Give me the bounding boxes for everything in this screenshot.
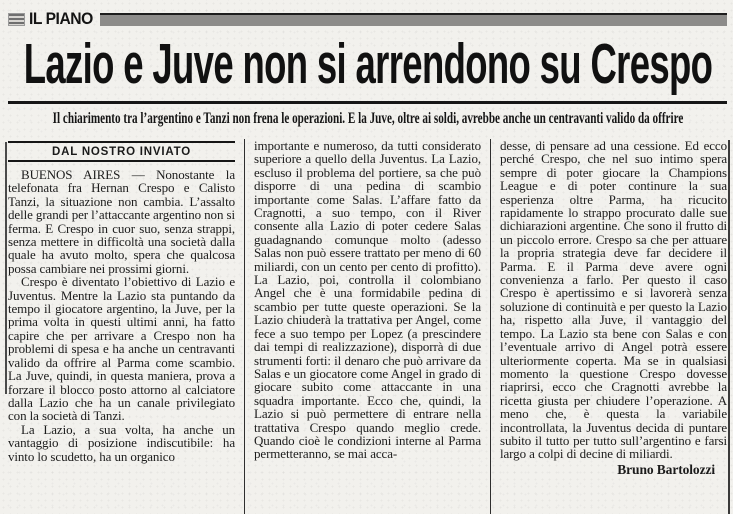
body-paragraph: Crespo è diventato l’obiettivo di Lazio e Juventus. Mentre la Lazio sta puntando da tempo il giocatore argentino, la Juve, per la prima volta in questi ultimi anni, ha fatto capire che per arrivare a Crespo non ha problemi di spesa e ha anche un centravanti valido da offrire al Parma come scambio. La Juve, quindi, in questa maniera, prova a forzare il blocco posto attorno al calciatore dalla Lazio che ha un canale privilegiato con la società di Tanzi. — [8, 274, 235, 424]
stripes-icon — [8, 13, 25, 26]
byline-label: DAL NOSTRO INVIATO — [52, 146, 191, 158]
body-paragraph: importante e numeroso, da tutti considerato superiore a quello della Juventus. La Lazio, escluso il problema del portiere, sa che può disporre di una pedina di scambio importante come Salas. L’affare fatto da Cragnotti, a suo tempo, con il River consente alla Lazio di poter cedere Salas guadagnando comunque molto (adesso Salas non può essere trattato per meno di 60 miliardi, con un cento per cento di profitto). La Lazio, poi, controlla il colombiano Angel che è una formidabile pedina di scambio per tutte queste operazioni. Se la Lazio chiuderà la trattativa per Angel, come fece a suo tempo per Lopez (a prescindere dai tempi di realizzazione), disporrà di due strumenti forti: il denaro che può arrivare da Salas e un giocatore come Angel in grado di giocare subito come attaccante in una squadra importante. Ecco che, quindi, la Lazio si può permettere di entrare nella trattativa Crespo quando meglio crede. Quando cioè le condizioni interne al Parma permetteranno, se mai acca- — [254, 138, 481, 462]
column-divider — [244, 139, 245, 514]
column-1 — [8, 139, 235, 514]
body-paragraph: La Lazio, a sua volta, ha anche un vantaggio di posizione indiscutibile: ha vinto lo scudetto, ha un organico — [8, 421, 235, 464]
body-paragraph: desse, di pensare ad una cessione. Ed ecco perché Crespo, che nel suo intimo spera sempre di poter giocare la Champions League e di poter continure la sua esperienza oltre Parma, ha ricucito rapidamente lo strappo procurato dalle sue dichiarazioni argentine. Che sono il frutto di un piccolo errore. Crespo sa che per attuare la propria strategia deve far decidere il Parma. E il Parma deve avere ogni convenienza a farlo. Per questo il caso Crespo è apertissimo e si lavorerà senza soluzione di continuità e per questo la Lazio ha, rispetto alla Juve, il vantaggio del tempo. La Lazio sta bene con Salas e con l’eventuale arrivo di Angel potrà essere ulteriormente coperta. Ma se in qualsiasi momento la questione Crespo dovesse riaprirsi, ecco che Cragnotti avrebbe la ricetta giusta per chiudere l’operazione. A meno che, è questa la variabile incontrollata, la Juventus decida di puntare subito il tutto per tutto sull’argentino e farsi largo a colpi di decine di miliardi. — [500, 138, 727, 462]
page-title: Lazio e Juve non si arrendono su Crespo — [23, 32, 712, 96]
headline-rule — [8, 101, 727, 104]
kicker-band-rule — [100, 13, 727, 26]
column-divider — [490, 139, 491, 514]
headline-area — [8, 34, 727, 98]
column-3 — [500, 139, 727, 514]
article-columns — [8, 139, 727, 514]
kicker-label: IL PIANO — [29, 9, 93, 28]
kicker-row — [8, 8, 727, 30]
author-signature: Bruno Bartolozzi — [617, 461, 715, 477]
byline-box — [8, 141, 235, 162]
column-2 — [254, 139, 481, 514]
body-paragraph: BUENOS AIRES — Nonostante la telefonata fra Hernan Crespo e Calisto Tanzi, la situazione non cambia. L’assalto delle grandi per l’attaccante argentino non si ferma. E Crespo in cuor suo, senza strappi, senza mettere in difficoltà una società dalla quale ha avuto molto, spera che qualcosa possa cambiare nei prossimi giorni. — [8, 167, 235, 276]
scan-edge-rule-left — [5, 142, 7, 394]
subhead-area — [8, 109, 727, 133]
subhead: Il chiarimento tra l’argentino e Tanzi non frena le operazioni. E la Juve, oltre ai soldi, avrebbe anche un centravanti valido da offrire — [52, 110, 683, 127]
scan-edge-rule-right — [728, 140, 730, 514]
